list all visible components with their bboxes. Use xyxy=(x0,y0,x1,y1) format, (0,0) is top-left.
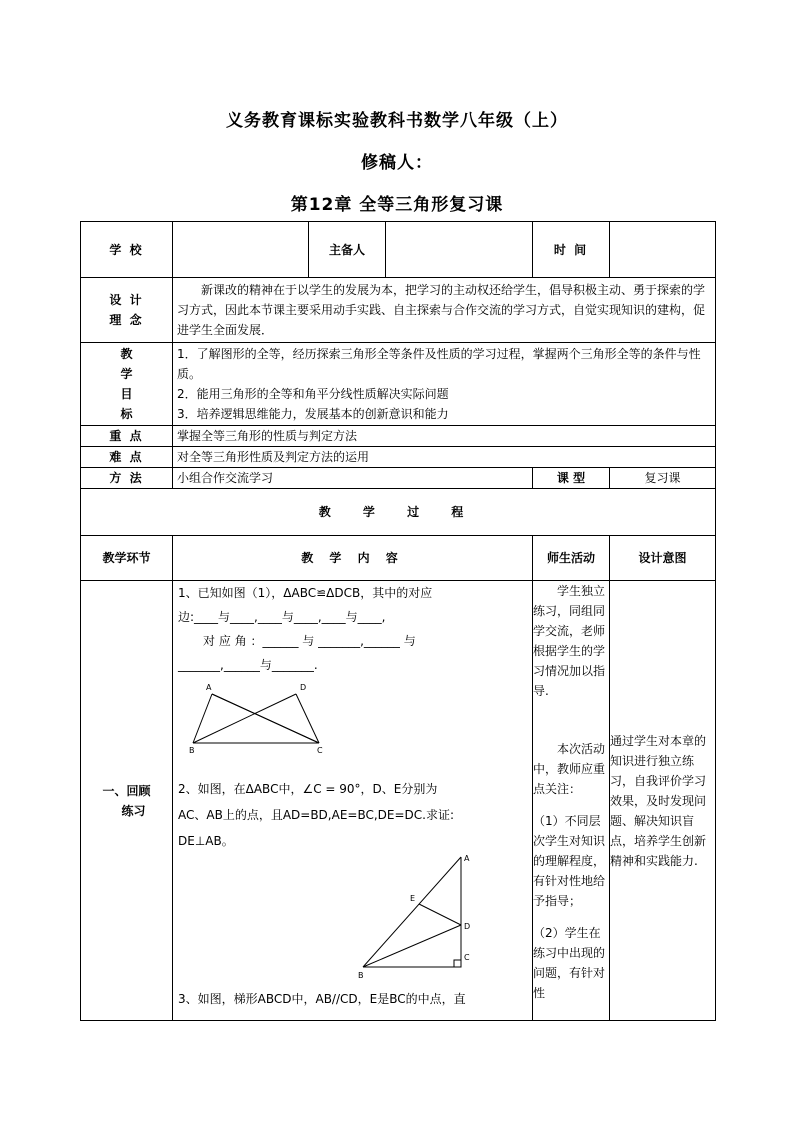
time-value[interactable] xyxy=(610,222,716,278)
school-label: 学 校 xyxy=(81,222,173,278)
q3-line1: 3、如图，梯形ABCD中，AB//CD，E是BC的中点，直 xyxy=(178,992,466,1006)
goals-list xyxy=(173,343,716,426)
goals-label-char: 目 xyxy=(120,387,133,401)
fig1-label-c: C xyxy=(317,746,323,755)
type-label: 课 型 xyxy=(533,468,610,489)
goal-item: 2．能用三角形的全等和角平分线性质解决实际问题 xyxy=(177,387,449,401)
q2-line3: DE⊥AB。 xyxy=(178,834,234,848)
q1-line2: 边:____与____,____与____,____与____, xyxy=(178,610,386,624)
type-value: 复习课 xyxy=(610,468,716,489)
stage-label-line2: 练习 xyxy=(121,803,146,818)
fig2-label-a: A xyxy=(464,854,470,863)
col-header-content: 教 学 内 容 xyxy=(173,536,533,581)
preparer-value[interactable] xyxy=(386,222,533,278)
fig1-label-d: D xyxy=(300,683,307,692)
activity-p4: （2）学生在练习中出现的问题，有针对性 xyxy=(533,926,606,1000)
goals-label-char: 标 xyxy=(120,407,133,421)
activity-p1: 学生独立练习，同组同学交流，老师根据学生的学习情况加以指导. xyxy=(533,584,606,698)
intent-cell: 通过学生对本章的知识进行独立练习，自我评价学习效果，及时发现问题、解决知识盲点，培养学生创新精神和实践能力. xyxy=(610,581,716,1021)
stage-label-line1: 一、回顾 xyxy=(102,783,151,798)
lesson-plan-table xyxy=(80,221,716,1021)
school-value[interactable] xyxy=(173,222,309,278)
fig2-label-e: E xyxy=(410,894,416,903)
method-text: 小组合作交流学习 xyxy=(173,468,533,489)
q2-line1: 2、如图，在ΔABC中，∠C = 90°，D、E分别为 xyxy=(178,782,438,796)
concept-label-line2: 理 念 xyxy=(109,313,144,327)
preparer-label: 主备人 xyxy=(309,222,386,278)
concept-label xyxy=(81,278,173,343)
q1-line1: 1、已知如图（1），ΔABC≌ΔDCB，其中的对应 xyxy=(178,586,433,600)
goal-item: 1．了解图形的全等，经历探索三角形全等条件及性质的学习过程，掌握两个三角形全等的条件与性质。 xyxy=(177,347,701,381)
col-header-intent: 设计意图 xyxy=(610,536,716,581)
goal-item: 3．培养逻辑思维能力，发展基本的创新意识和能力 xyxy=(177,407,449,421)
fig2-label-b: B xyxy=(358,971,364,980)
method-label: 方 法 xyxy=(81,468,173,489)
fig1-label-a: A xyxy=(206,683,212,692)
q2-line2: AC、AB上的点，且AD=BD,AE=BC,DE=DC.求证: xyxy=(178,808,455,822)
stage-label xyxy=(81,581,173,1021)
fig1-label-b: B xyxy=(189,746,195,755)
q1-line3a: 对 应 角 ：______ 与 _______,______ 与 xyxy=(203,634,416,648)
col-header-stage: 教学环节 xyxy=(81,536,173,581)
goals-label-char: 教 xyxy=(120,347,133,361)
process-title: 教 学 过 程 xyxy=(81,489,716,536)
difficulty-text: 对全等三角形性质及判定方法的运用 xyxy=(173,447,716,468)
time-label: 时 间 xyxy=(533,222,610,278)
content-cell xyxy=(173,581,533,1021)
key-text: 掌握全等三角形的性质与判定方法 xyxy=(173,426,716,447)
fig2-label-d: D xyxy=(464,922,471,931)
activity-p2: 本次活动中，教师应重点关注： xyxy=(533,742,606,796)
concept-label-line1: 设 计 xyxy=(109,293,144,307)
figure-2-right-triangle xyxy=(353,849,483,981)
goals-label xyxy=(81,343,173,426)
concept-text: 新课改的精神在于以学生的发展为本，把学习的主动权还给学生，倡导积极主动、勇于探索的学习方式，因此本节课主要采用动手实践、自主探索与合作交流的学习方式，自觉实现知识的建构，促进学生全面发展． xyxy=(173,278,716,343)
chapter-title: 第12章 全等三角形复习课 xyxy=(290,195,504,215)
document-title: 义务教育课标实验教科书数学八年级（上） xyxy=(226,111,568,131)
difficulty-label: 难 点 xyxy=(81,447,173,468)
activity-p3: （1）不同层次学生对知识的理解程度，有针对性地给予指导； xyxy=(533,814,606,908)
reviser-line: 修稿人： xyxy=(361,153,433,173)
figure-1-triangles xyxy=(189,681,333,756)
col-header-activity: 师生活动 xyxy=(533,536,610,581)
goals-label-char: 学 xyxy=(120,367,133,381)
key-label: 重 点 xyxy=(81,426,173,447)
q1-line3b: _______,______与_______. xyxy=(178,658,318,672)
activity-cell xyxy=(533,581,610,1021)
fig2-label-c: C xyxy=(464,953,470,962)
